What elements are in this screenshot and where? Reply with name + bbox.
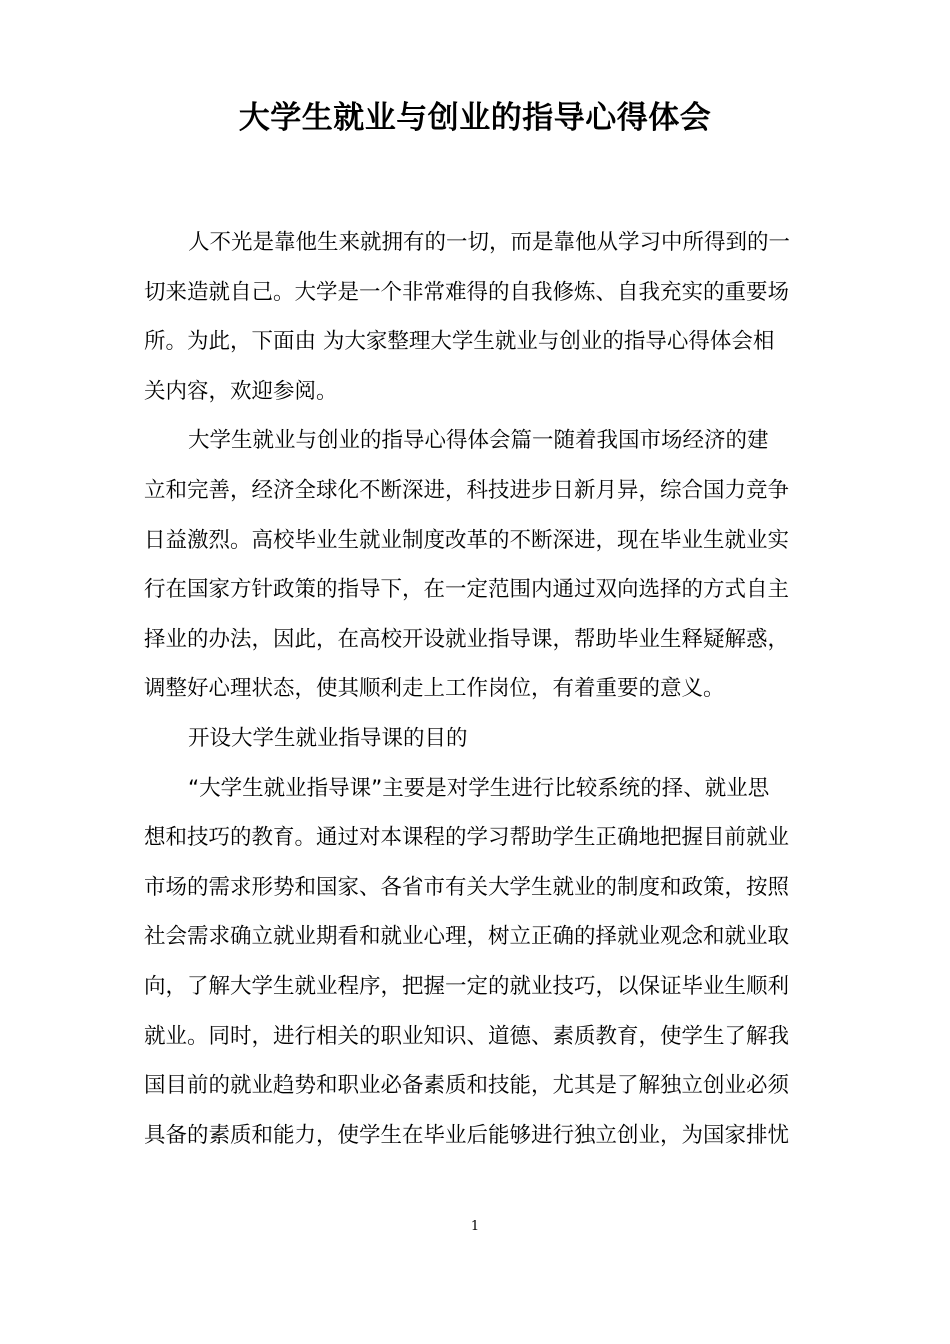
text-line: 择业的办法，因此，在高校开设就业指导课，帮助毕业生释疑解惑， — [144, 626, 790, 652]
section-heading — [144, 714, 819, 764]
text-line: 立和完善，经济全球化不断深进，科技进步日新月异，综合国力竞争 — [144, 477, 790, 503]
text-line: 向，了解大学生就业程序，把握一定的就业技巧，以保证毕业生顺利 — [144, 973, 790, 999]
text-line: 调整好心理状态，使其顺利走上工作岗位，有着重要的意义。 — [144, 676, 725, 702]
paragraph-course-purpose — [144, 764, 819, 1161]
text-line: 想和技巧的教育。通过对本课程的学习帮助学生正确地把握目前就业 — [144, 825, 790, 851]
paragraph-article-one — [144, 416, 819, 714]
document-body — [144, 218, 819, 1160]
text-line: 开设大学生就业指导课的目的 — [188, 725, 468, 751]
text-line: 所。为此，下面由 为大家整理大学生就业与创业的指导心得体会相 — [144, 329, 775, 355]
text-line: 日益激烈。高校毕业生就业制度改革的不断深进，现在毕业生就业实 — [144, 527, 790, 553]
text-line: “大学生就业指导课”主要是对学生进行比较系统的择、就业思 — [188, 775, 770, 801]
text-line: 大学生就业与创业的指导心得体会篇一随着我国市场经济的建 — [188, 428, 769, 454]
text-line: 人不光是靠他生来就拥有的一切，而是靠他从学习中所得到的一 — [188, 230, 791, 255]
text-line: 国目前的就业趋势和职业必备素质和技能，尤其是了解独立创业必须 — [144, 1073, 790, 1099]
paragraph-intro — [144, 218, 819, 416]
text-line: 行在国家方针政策的指导下，在一定范围内通过双向选择的方式自主 — [144, 577, 790, 603]
page-number: 1 — [470, 1219, 480, 1234]
text-line: 具备的素质和能力，使学生在毕业后能够进行独立创业，为国家排忧 — [144, 1122, 790, 1148]
text-line: 社会需求确立就业期看和就业心理，树立正确的择就业观念和就业取 — [144, 924, 790, 950]
text-line: 市场的需求形势和国家、各省市有关大学生就业的制度和政策，按照 — [144, 874, 790, 900]
document-title: 大学生就业与创业的指导心得体会 — [238, 100, 712, 136]
text-line: 就业。同时，进行相关的职业知识、道德、素质教育，使学生了解我 — [144, 1023, 790, 1049]
text-line: 切来造就自己。大学是一个非常难得的自我修炼、自我充实的重要场 — [144, 279, 790, 305]
text-line: 关内容，欢迎参阅。 — [144, 378, 338, 404]
